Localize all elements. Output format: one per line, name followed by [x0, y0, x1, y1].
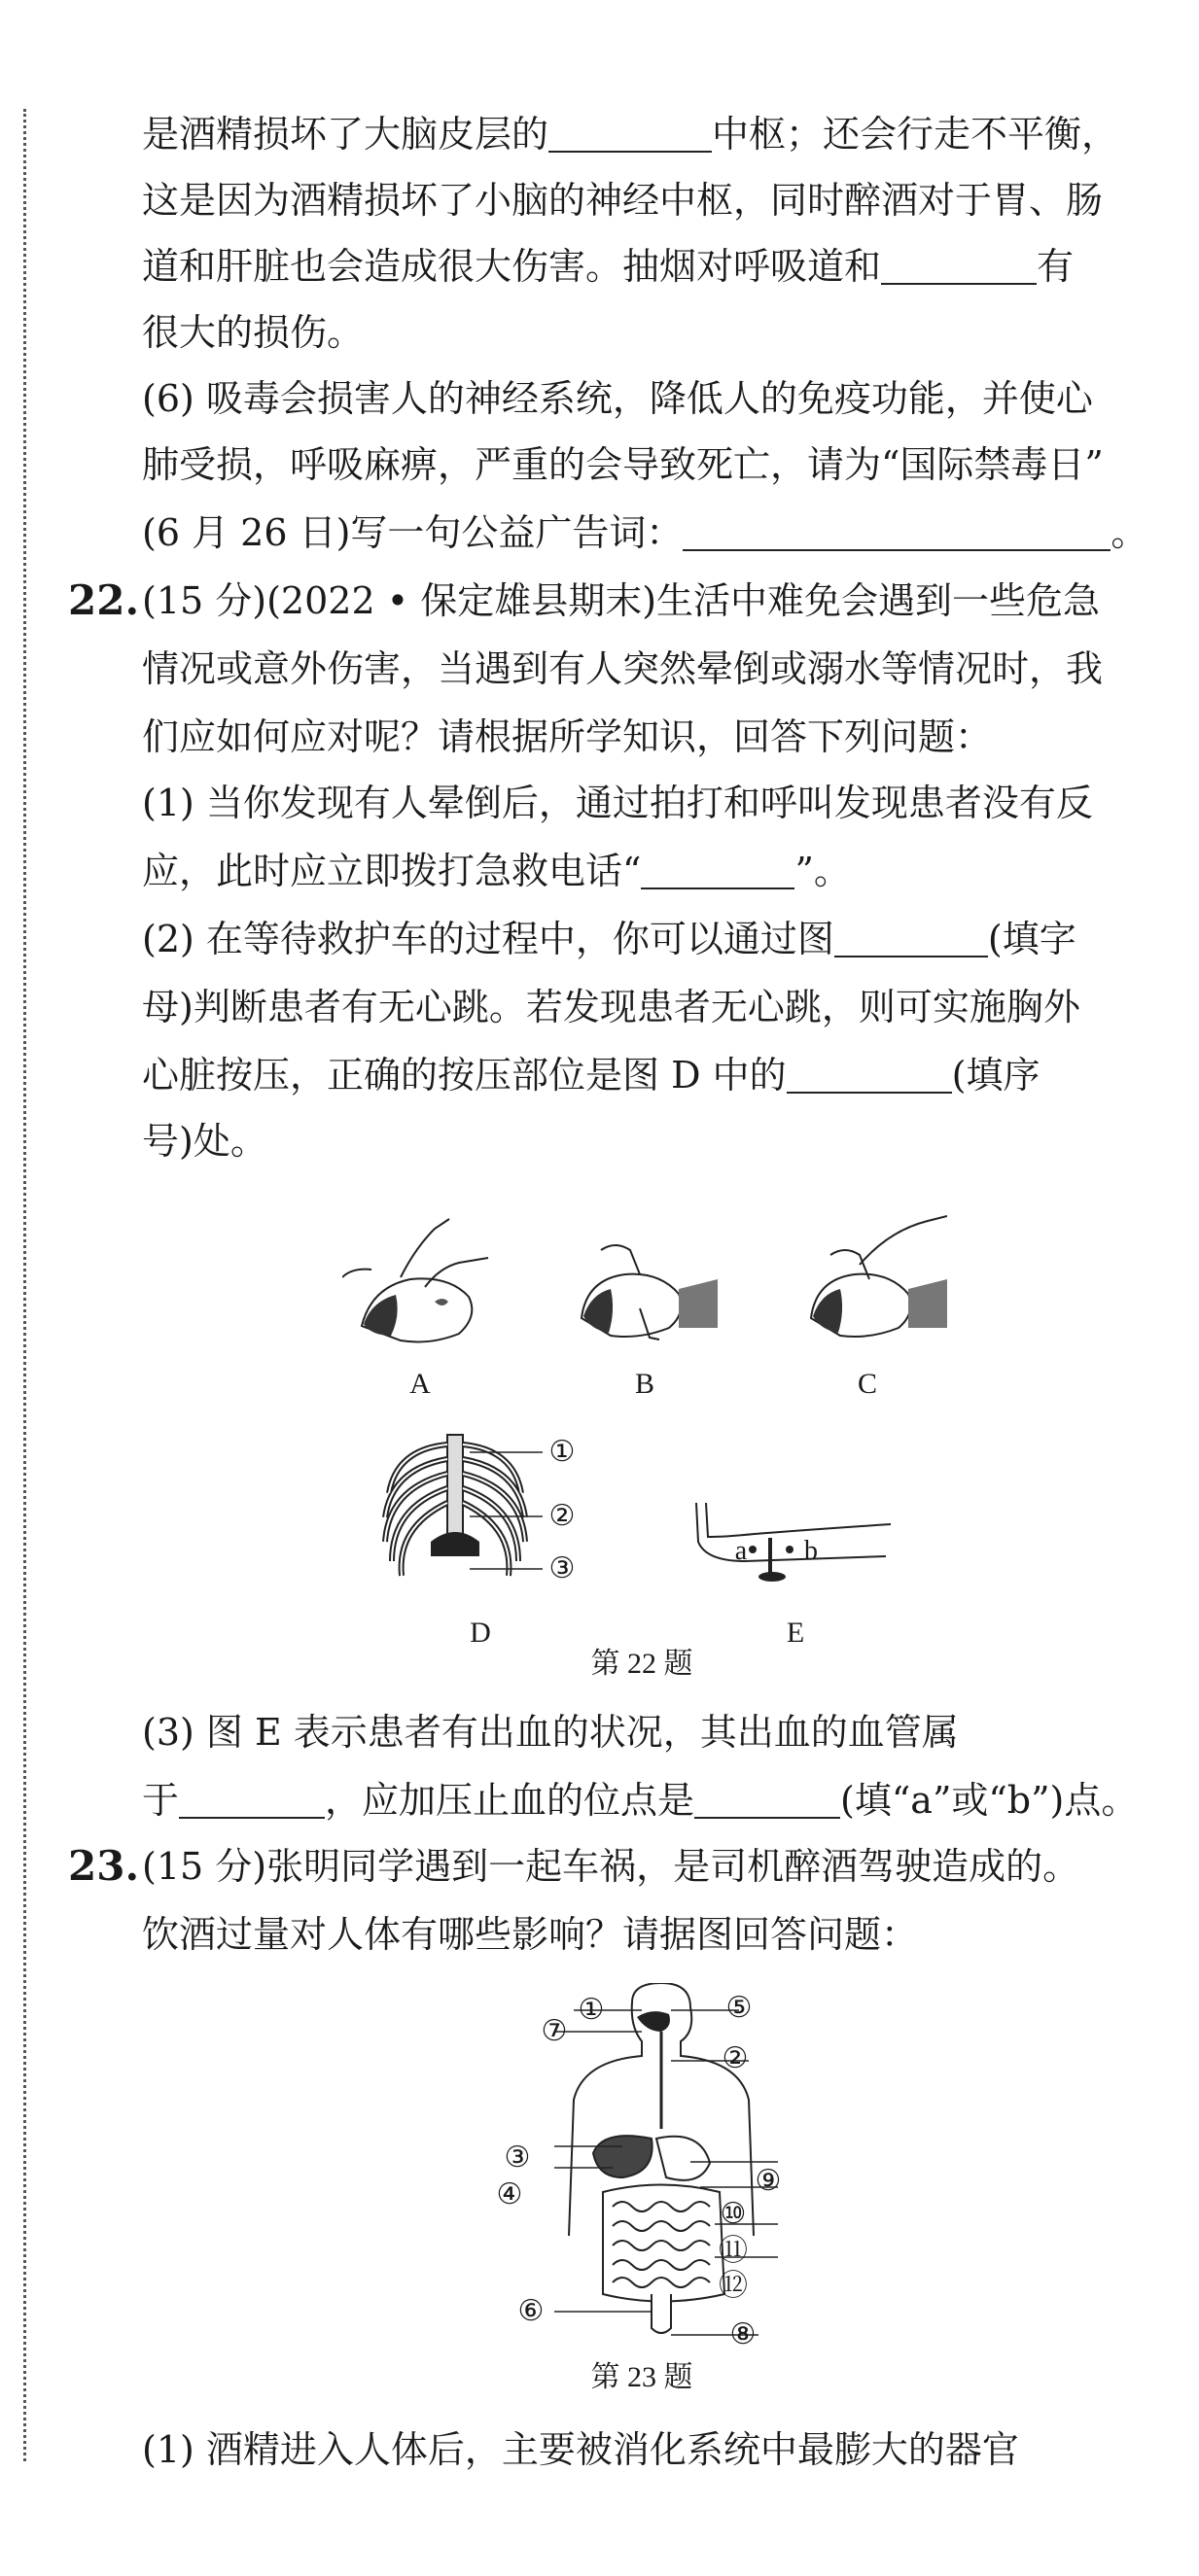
- q23-line-2: 饮酒过量对人体有哪些影响？请据图回答问题：: [142, 1913, 919, 1956]
- q22-p1-line-1: (1) 当你发现有人晕倒后，通过拍打和呼叫发现患者没有反: [142, 782, 1093, 824]
- q23-p1-line-1: (1) 酒精进入人体后，主要被消化系统中最膨大的器官: [142, 2428, 1019, 2471]
- q21-p6-line-3: [142, 509, 1148, 556]
- text: (填“a”或“b”)点。: [840, 1779, 1139, 1822]
- q23-line-1: (15 分)张明同学遇到一起车祸，是司机醉酒驾驶造成的。: [142, 1845, 1080, 1888]
- text: ”。: [794, 850, 851, 892]
- mark-23-5: ⑤: [725, 1992, 753, 2024]
- mark-23-8: ⑧: [729, 2318, 757, 2350]
- mark-23-4: ④: [496, 2178, 523, 2210]
- q22-p3-line-1: (3) 图 E 表示患者有出血的状况，其出血的血管属: [142, 1711, 959, 1754]
- answer-blank[interactable]: [881, 248, 1037, 285]
- q22-p2-line-3: [142, 1052, 1134, 1098]
- text: 应，此时应立即拨打急救电话“: [142, 850, 642, 892]
- mark-23-10: ⑩: [720, 2198, 747, 2230]
- answer-blank[interactable]: [683, 514, 1111, 551]
- text: (2) 在等待救护车的过程中，你可以通过图: [142, 918, 834, 960]
- q21-line-3: [142, 243, 1134, 290]
- figure-label-a: A: [409, 1368, 431, 1400]
- mark-e-b: b: [804, 1536, 818, 1566]
- answer-blank[interactable]: [641, 853, 794, 889]
- answer-blank[interactable]: [834, 921, 988, 957]
- q21-line-4: 很大的损伤。: [142, 311, 365, 354]
- mark-d-1: ①: [548, 1436, 576, 1468]
- text: 有: [1037, 245, 1075, 288]
- figure-label-d: D: [470, 1617, 491, 1649]
- text: 心脏按压，正确的按压部位是图 D 中的: [142, 1054, 787, 1097]
- q22-p3-line-2: [142, 1777, 1139, 1824]
- mark-e-a: a: [734, 1536, 748, 1566]
- q22-p1-line-2: [142, 848, 1134, 894]
- mark-d-3: ③: [548, 1552, 576, 1584]
- q22-line-3: 们应如何应对呢？请根据所学知识，回答下列问题：: [142, 715, 993, 758]
- figure-label-b: B: [634, 1368, 654, 1400]
- mark-23-7: ⑦: [541, 2015, 568, 2047]
- q21-line-1: [142, 111, 1134, 157]
- figure-b-carotid-pulse: [572, 1221, 718, 1357]
- q21-p6-line-2: 肺受损，呼吸麻痹，严重的会导致死亡，请为“国际禁毒日”: [142, 443, 1104, 486]
- mark-23-9: ⑨: [755, 2165, 782, 2197]
- mark-23-1: ①: [578, 1994, 605, 2026]
- question-number: 22.: [68, 576, 140, 624]
- answer-blank[interactable]: [179, 1782, 325, 1819]
- mark-23-2: ②: [722, 2042, 749, 2074]
- answer-blank[interactable]: [787, 1057, 952, 1094]
- text: 。: [1111, 511, 1148, 554]
- q22-line-2: 情况或意外伤害，当遇到有人突然晕倒或溺水等情况时，我: [142, 647, 1104, 690]
- q22-p2-line-4: 号)处。: [142, 1120, 267, 1163]
- text: (填序: [951, 1054, 1040, 1097]
- q22-p2-line-1: [142, 916, 1134, 962]
- figure-c-mouth-to-mouth: [801, 1211, 947, 1357]
- q21-p6-line-1: (6) 吸毒会损害人的神经系统，降低人的免疫功能，并使心: [142, 377, 1093, 420]
- mark-d-2: ②: [548, 1500, 576, 1532]
- q22-line-1: (15 分)(2022 • 保定雄县期末)生活中难免会遇到一些危急: [142, 579, 1101, 622]
- figure-label-e: E: [786, 1617, 805, 1649]
- question-number: 23.: [68, 1842, 140, 1890]
- text: 道和肝脏也会造成很大伤害。抽烟对呼吸道和: [142, 245, 882, 288]
- figure-caption-22: 第 22 题: [590, 1648, 693, 1680]
- mark-23-11: ⑪: [719, 2235, 748, 2267]
- figure-a-head-tilt: [342, 1209, 498, 1355]
- figure-caption-23: 第 23 题: [590, 2361, 693, 2393]
- text: 于: [142, 1779, 180, 1822]
- text: (填字: [987, 918, 1076, 960]
- mark-23-3: ③: [504, 2141, 531, 2174]
- text: 是酒精损坏了大脑皮层的: [142, 113, 549, 156]
- text: (6 月 26 日)写一句公益广告词：: [142, 511, 684, 554]
- figure-label-c: C: [857, 1368, 877, 1400]
- answer-blank[interactable]: [694, 1782, 840, 1819]
- binding-dotted-line: [23, 109, 26, 2461]
- figure-e-leg-bleeding: [687, 1493, 900, 1600]
- mark-23-6: ⑥: [517, 2295, 545, 2327]
- text: ，应加压止血的位点是: [325, 1779, 695, 1822]
- answer-blank[interactable]: [548, 116, 712, 153]
- q21-line-2: 这是因为酒精损坏了小脑的神经中枢，同时醉酒对于胃、肠: [142, 179, 1104, 222]
- text: 中枢；还会行走不平衡，: [712, 113, 1119, 156]
- mark-23-12: ⑫: [719, 2270, 748, 2302]
- q22-p2-line-2: 母)判断患者有无心跳。若发现患者无心跳，则可实施胸外: [142, 986, 1080, 1028]
